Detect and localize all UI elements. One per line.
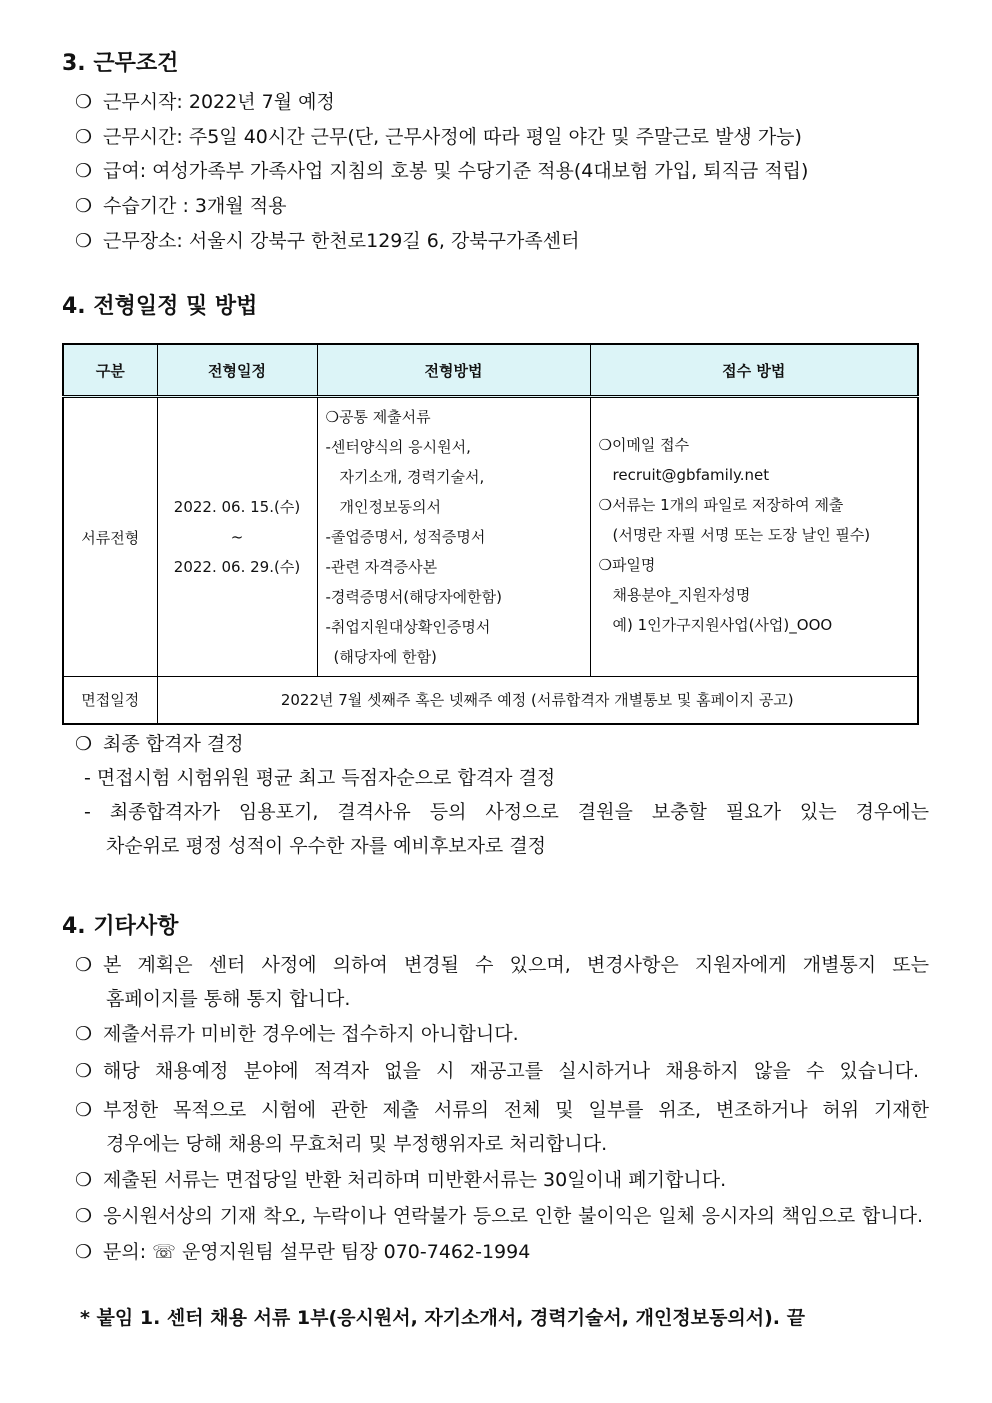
- section-misc-title: 4. 기타사항: [62, 914, 179, 939]
- misc-item-4-l1: 부정한 목적으로 시험에 관한 제출 서류의 전체 및 일부를 위조, 변조하거나 허위 기재한: [103, 1099, 929, 1121]
- final-decision-sub2-l2: 차순위로 평정 성적이 우수한 자를 예비후보자로 결정: [106, 835, 547, 857]
- misc-item-6: 응시원서상의 기재 착오, 누락이나 연락불가 등으로 인한 불이익은 일체 응시자의 책임으로 합니다.: [103, 1205, 923, 1227]
- probation: 수습기간 : 3개월 적용: [103, 195, 287, 217]
- bullet-icon: ❍: [75, 954, 93, 976]
- misc-item-3: 해당 채용예정 분야에 적격자 없을 시 재공고를 실시하거나 채용하지 않을 수 있습니다.: [103, 1060, 919, 1082]
- date-end: 2022. 06. 29.(수): [173, 558, 301, 576]
- list-item: 채용분야_지원자성명: [612, 586, 751, 604]
- header-receive: 접수 방법: [590, 344, 918, 397]
- work-hours: 근무시간: 주5일 40시간 근무(단, 근무사정에 따라 평일 야간 및 주말근로 발생 가능): [103, 126, 802, 148]
- contact-info: 문의: ☏ 운영지원팀 설무란 팀장 070-7462-1994: [103, 1241, 531, 1263]
- list-item: 예) 1인가구지원사업(사업)_OOO: [612, 616, 833, 634]
- work-start: 근무시작: 2022년 7월 예정: [103, 91, 335, 113]
- list-item: (해당자에 한함): [333, 648, 437, 666]
- schedule-table: [62, 343, 919, 725]
- interview-schedule: 2022년 7월 셋째주 혹은 넷째주 예정 (서류합격자 개별통보 및 홈페이지 공고): [157, 677, 918, 724]
- section-4-title: 4. 전형일정 및 방법: [62, 294, 258, 319]
- misc-item-5: 제출된 서류는 면접당일 반환 처리하며 미반환서류는 30일이내 폐기합니다.: [103, 1169, 727, 1191]
- document-dates: [157, 397, 317, 677]
- list-item: ❍이메일 접수: [598, 436, 690, 454]
- misc-item-1-l2: 홈페이지를 통해 통지 합니다.: [106, 988, 351, 1010]
- date-start: 2022. 06. 15.(수): [173, 498, 301, 516]
- bullet-icon: ❍: [75, 1241, 93, 1263]
- list-item: -센터양식의 응시원서,: [325, 438, 471, 456]
- header-method: 전형방법: [317, 344, 590, 397]
- list-item: (서명란 자필 서명 또는 도장 날인 필수): [612, 526, 871, 544]
- list-item: -경력증명서(해당자에한함): [325, 588, 503, 606]
- final-decision-title: 최종 합격자 결정: [103, 733, 244, 755]
- table-row: [63, 397, 918, 677]
- misc-item-2: 제출서류가 미비한 경우에는 접수하지 아니합니다.: [103, 1023, 519, 1045]
- header-schedule: 전형일정: [157, 344, 317, 397]
- bullet-icon: ❍: [75, 1169, 93, 1191]
- bullet-icon: ❍: [75, 733, 93, 755]
- date-separator: ~: [230, 528, 244, 546]
- list-item: ❍파일명: [598, 556, 656, 574]
- bullet-icon: ❍: [75, 1205, 93, 1227]
- misc-item-4-l2: 경우에는 당해 채용의 무효처리 및 부정행위자로 처리합니다.: [106, 1133, 608, 1155]
- section-3-title: 3. 근무조건: [62, 51, 179, 76]
- row-label-document: 서류전형: [63, 397, 157, 677]
- table-row: [63, 677, 918, 724]
- list-item: 자기소개, 경력기술서,: [339, 468, 485, 486]
- bullet-icon: ❍: [75, 1023, 93, 1045]
- table-header-row: [63, 344, 918, 397]
- receive-list: [590, 397, 918, 677]
- email-address: recruit@gbfamily.net: [612, 466, 770, 484]
- header-category: 구분: [63, 344, 157, 397]
- bullet-icon: ❍: [75, 230, 93, 252]
- bullet-icon: ❍: [75, 91, 93, 113]
- bullet-icon: ❍: [75, 195, 93, 217]
- method-list: [317, 397, 590, 677]
- list-item: -관련 자격증사본: [325, 558, 438, 576]
- misc-item-1-l1: 본 계획은 센터 사정에 의하여 변경될 수 있으며, 변경사항은 지원자에게 개별통지 또는: [103, 954, 929, 976]
- list-item: -취업지원대상확인증명서: [325, 618, 491, 636]
- work-place: 근무장소: 서울시 강북구 한천로129길 6, 강북구가족센터: [103, 230, 580, 252]
- bullet-icon: ❍: [75, 126, 93, 148]
- list-item: 개인정보동의서: [339, 498, 441, 516]
- attachment-note: * 붙임 1. 센터 채용 서류 1부(응시원서, 자기소개서, 경력기술서, 개인정보동의서). 끝: [80, 1307, 805, 1329]
- final-decision-sub1: - 면접시험 시험위원 평균 최고 득점자순으로 합격자 결정: [84, 767, 556, 789]
- salary: 급여: 여성가족부 가족사업 지침의 호봉 및 수당기준 적용(4대보험 가입, 퇴직금 적립): [103, 160, 809, 182]
- list-item: ❍서류는 1개의 파일로 저장하여 제출: [598, 496, 844, 514]
- bullet-icon: ❍: [75, 1060, 93, 1082]
- list-item: ❍공통 제출서류: [325, 408, 431, 426]
- bullet-icon: ❍: [75, 160, 93, 182]
- bullet-icon: ❍: [75, 1099, 93, 1121]
- final-decision-sub2-l1: - 최종합격자가 임용포기, 결격사유 등의 사정으로 결원을 보충할 필요가 있는 경우에는: [84, 801, 929, 823]
- row-label-interview: 면접일정: [63, 677, 157, 724]
- list-item: -졸업증명서, 성적증명서: [325, 528, 486, 546]
